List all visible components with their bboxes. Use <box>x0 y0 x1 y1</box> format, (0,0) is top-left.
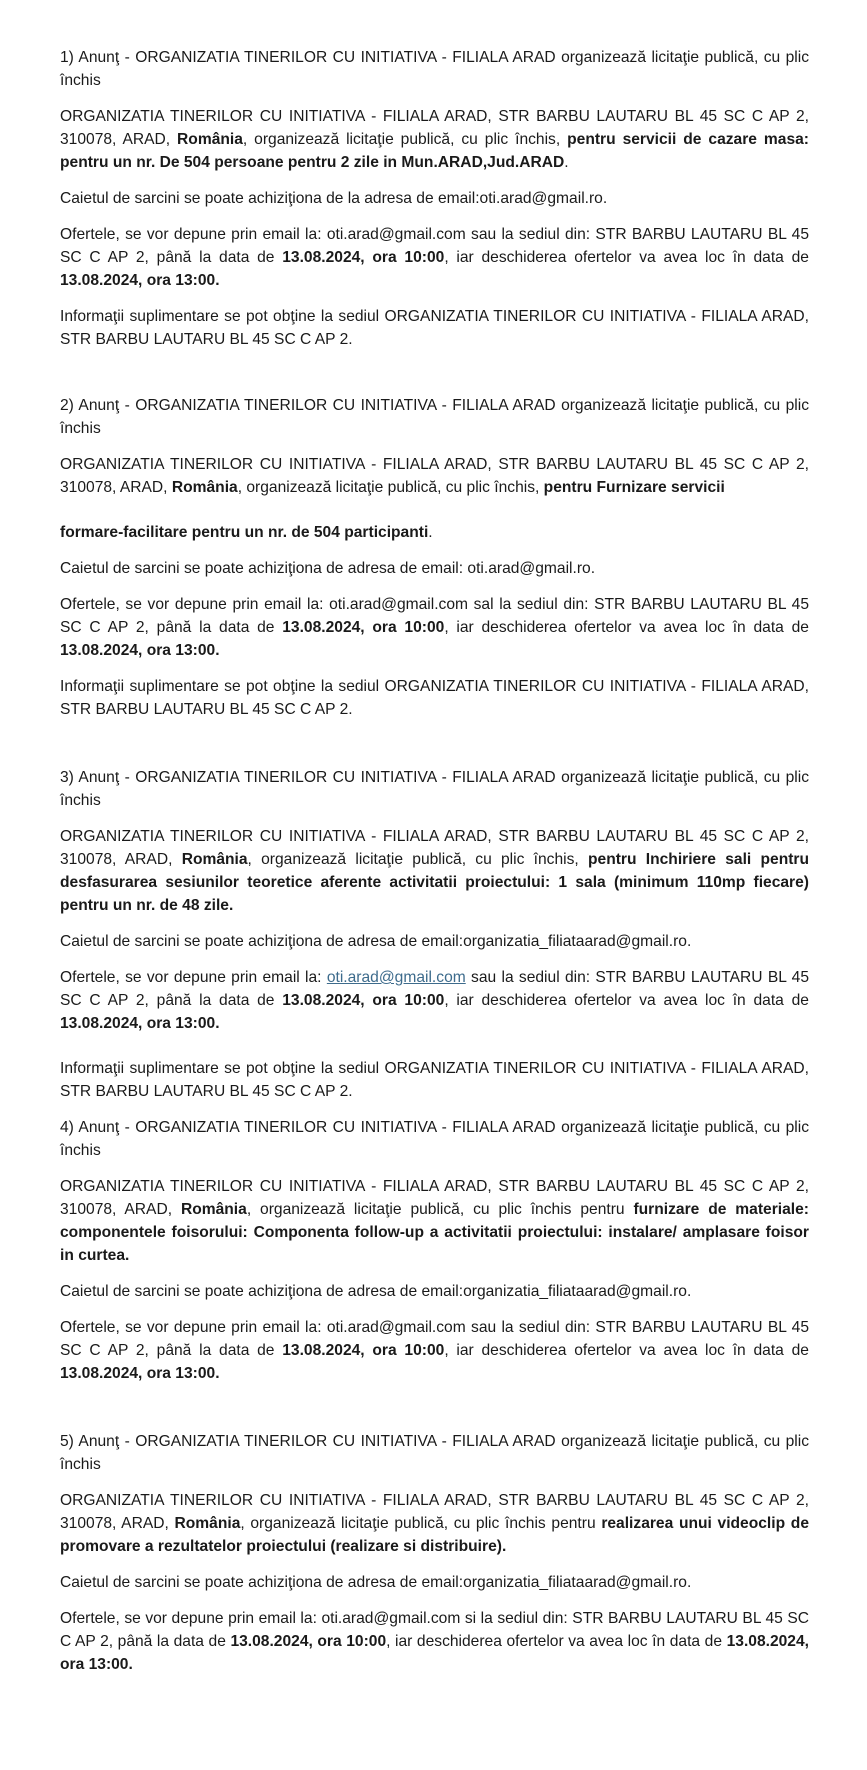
announcement-body: ORGANIZATIA TINERILOR CU INITIATIVA - FILIALA ARAD, STR BARBU LAUTARU BL 45 SC C AP 2, 310078, ARAD, România, organizează licitaţie publică, cu plic închis, pentru Furnizare servicii <box>60 456 809 496</box>
announcement-heading: 1) Anunţ - ORGANIZATIA TINERILOR CU INITIATIVA - FILIALA ARAD organizează licitaţie publică, cu plic închis <box>60 49 809 89</box>
info-paragraph: Informaţii suplimentare se pot obţine la sediul ORGANIZATIA TINERILOR CU INITIATIVA - FILIALA ARAD, STR BARBU LAUTARU BL 45 SC C AP 2. <box>60 678 809 718</box>
procurement-object: furnizare de materiale: componentele foisorului: Componenta follow-up a activitatii proiectului: instalare/ amplasare foisor in curtea. <box>60 1201 809 1264</box>
opening-date: 13.08.2024, ora 13:00. <box>60 1365 220 1382</box>
opening-date: 13.08.2024, ora 13:00. <box>60 1015 220 1032</box>
deadline: 13.08.2024, ora 10:00 <box>282 992 445 1009</box>
offers-paragraph: Ofertele, se vor depune prin email la: oti.arad@gmail.com si la sediul din: STR BARBU LAUTARU BL 45 SC C AP 2, până la data de 13.08.2024, ora 10:00, iar deschiderea ofertelor va avea loc în data de 13.08.2024, ora 13:00. <box>60 1610 809 1673</box>
info-paragraph: Informaţii suplimentare se pot obţine la sediul ORGANIZATIA TINERILOR CU INITIATIVA - FILIALA ARAD, STR BARBU LAUTARU BL 45 SC C AP 2. <box>60 308 809 348</box>
procurement-object: pentru servicii de cazare masa: pentru un nr. De 504 persoane pentru 2 zile in Mun.ARAD,Jud.ARAD <box>60 131 809 171</box>
specifications-note: Caietul de sarcini se poate achiziţiona de adresa de email: oti.arad@gmail.ro. <box>60 560 596 577</box>
specifications-note: Caietul de sarcini se poate achiziţiona de adresa de email:organizatia_filiataarad@gmail.ro. <box>60 933 692 950</box>
announcement-body: ORGANIZATIA TINERILOR CU INITIATIVA - FILIALA ARAD, STR BARBU LAUTARU BL 45 SC C AP 2, 310078, ARAD, România, organizează licitaţie publică, cu plic închis pentru furnizare de materiale: componentele foisorului: Componenta follow-up a activitatii proiectului: instalare/ amplasare foisor in curtea. <box>60 1178 809 1264</box>
email-link[interactable]: oti.arad@gmail.com <box>326 969 466 986</box>
announcement-heading: 2) Anunţ - ORGANIZATIA TINERILOR CU INITIATIVA - FILIALA ARAD organizează licitaţie publică, cu plic închis <box>60 397 809 437</box>
deadline: 13.08.2024, ora 10:00 <box>282 619 445 636</box>
announcement-heading: 4) Anunţ - ORGANIZATIA TINERILOR CU INITIATIVA - FILIALA ARAD organizează licitaţie publică, cu plic închis <box>60 1119 809 1159</box>
opening-date: 13.08.2024, ora 13:00. <box>60 642 220 659</box>
procurement-object: realizarea unui videoclip de promovare a rezultatelor proiectului (realizare si distribuire). <box>60 1515 809 1555</box>
announcement-body-cont: formare-facilitare pentru un nr. de 504 participanti. <box>60 524 433 541</box>
announcement-1 <box>60 46 809 351</box>
announcement-2 <box>60 394 809 721</box>
specifications-note: Caietul de sarcini se poate achiziţiona de la adresa de email:oti.arad@gmail.ro. <box>60 190 608 207</box>
announcement-4 <box>60 1116 809 1385</box>
info-paragraph: Informaţii suplimentare se pot obţine la sediul ORGANIZATIA TINERILOR CU INITIATIVA - FILIALA ARAD, STR BARBU LAUTARU BL 45 SC C AP 2. <box>60 1060 809 1100</box>
announcement-body: ORGANIZATIA TINERILOR CU INITIATIVA - FILIALA ARAD, STR BARBU LAUTARU BL 45 SC C AP 2, 310078, ARAD, România, organizează licitaţie publică, cu plic închis, pentru Inchiriere sali pentru desfasurarea sesiunilor teoretice aferente activitatii proiectului: 1 sala (minimum 110mp fiecare) pentru un nr. de 48 zile. <box>60 828 810 914</box>
offers-paragraph: Ofertele, se vor depune prin email la: oti.arad@gmail.com sau la sediul din: STR BARBU LAUTARU BL 45 SC C AP 2, până la data de 13.08.2024, ora 10:00, iar deschiderea ofertelor va avea loc în data de 13.08.2024, ora 13:00. <box>60 226 809 289</box>
procurement-object: pentru Furnizare servicii <box>543 479 725 496</box>
announcement-3 <box>60 766 809 1103</box>
announcement-heading: 5) Anunţ - ORGANIZATIA TINERILOR CU INITIATIVA - FILIALA ARAD organizează licitaţie publică, cu plic închis <box>60 1433 809 1473</box>
announcement-heading: 3) Anunţ - ORGANIZATIA TINERILOR CU INITIATIVA - FILIALA ARAD organizează licitaţie publică, cu plic închis <box>60 769 809 809</box>
specifications-note: Caietul de sarcini se poate achiziţiona de adresa de email:organizatia_filiataarad@gmail.ro. <box>60 1574 692 1591</box>
deadline: 13.08.2024, ora 10:00 <box>230 1633 387 1650</box>
opening-date: 13.08.2024, ora 13:00. <box>60 1633 809 1673</box>
announcement-body: ORGANIZATIA TINERILOR CU INITIATIVA - FILIALA ARAD, STR BARBU LAUTARU BL 45 SC C AP 2, 310078, ARAD, România, organizează licitaţie publică, cu plic închis, pentru servicii de cazare masa: pentru un nr. De 504 persoane pentru 2 zile in Mun.ARAD,Jud.ARAD. <box>60 108 809 171</box>
announcement-5 <box>60 1430 809 1676</box>
deadline: 13.08.2024, ora 10:00 <box>282 1342 445 1359</box>
offers-paragraph: Ofertele, se vor depune prin email la: oti.arad@gmail.com sau la sediul din: STR BARBU LAUTARU BL 45 SC C AP 2, până la data de 13.08.2024, ora 10:00, iar deschiderea ofertelor va avea loc în data de 13.08.2024, ora 13:00. <box>60 969 809 1032</box>
procurement-object: pentru Inchiriere sali pentru desfasurarea sesiunilor teoretice aferente activitatii proiectului: 1 sala (minimum 110mp fiecare) pentru un nr. de 48 zile. <box>60 851 810 914</box>
specifications-note: Caietul de sarcini se poate achiziţiona de adresa de email:organizatia_filiataarad@gmail.ro. <box>60 1283 692 1300</box>
deadline: 13.08.2024, ora 10:00 <box>282 249 445 266</box>
announcement-body: ORGANIZATIA TINERILOR CU INITIATIVA - FILIALA ARAD, STR BARBU LAUTARU BL 45 SC C AP 2, 310078, ARAD, România, organizează licitaţie publică, cu plic închis pentru realizarea unui videoclip de promovare a rezultatelor proiectului (realizare si distribuire). <box>60 1492 809 1555</box>
offers-paragraph: Ofertele, se vor depune prin email la: oti.arad@gmail.com sal la sediul din: STR BARBU LAUTARU BL 45 SC C AP 2, până la data de 13.08.2024, ora 10:00, iar deschiderea ofertelor va avea loc în data de 13.08.2024, ora 13:00. <box>60 596 809 659</box>
opening-date: 13.08.2024, ora 13:00. <box>60 272 220 289</box>
offers-paragraph: Ofertele, se vor depune prin email la: oti.arad@gmail.com sau la sediul din: STR BARBU LAUTARU BL 45 SC C AP 2, până la data de 13.08.2024, ora 10:00, iar deschiderea ofertelor va avea loc în data de 13.08.2024, ora 13:00. <box>60 1319 809 1382</box>
